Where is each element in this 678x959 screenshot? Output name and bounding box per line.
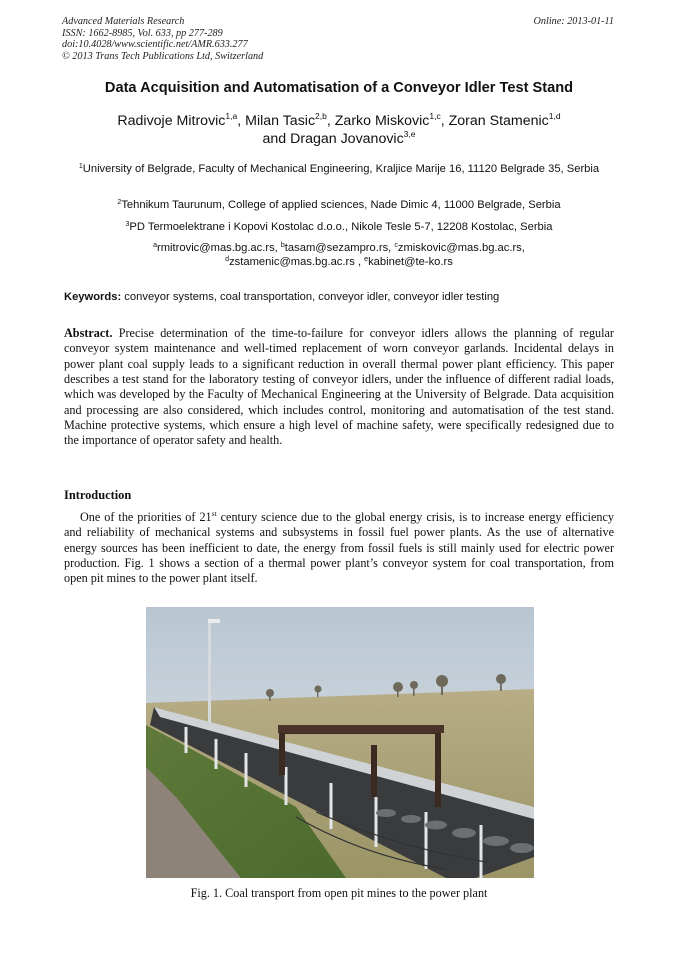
affiliation-sup: 1 — [78, 163, 83, 170]
figure-photo — [146, 607, 534, 878]
author-line-1 — [40, 112, 638, 130]
abstract — [64, 326, 614, 449]
email-d[interactable]: zstamenic@mas.bg.ac.rs — [229, 256, 355, 269]
intro-text-rest: century science due to the global energy crisis, is to increase energy efficiency and reliability of mechanical systems and subsystems in fossil fuel power plants. As the use of alternative energy sources has been inefficient to date, the energy from fossil fuels is still mainly used for electric power production. Fig. 1 shows a section of a thermal power plant’s conveyor system for coal transportation, from open pit mines to the power plant itself. — [64, 510, 615, 586]
abstract-text: Precise determination of the time-to-failure for conveyor idlers allows the planning of regular conveyor system maintenance and well-timed replacement of worn conveyor garlands. Incidental delays in power plant coal supply leads to a significant reduction in overall thermal power plant efficiency. This paper describes a test stand for the laboratory testing of conveyor idlers, under the influence of different radial loads, which was developed by the Faculty of Mechanical Engineering at the University of Belgrade. Data acquisition and processing are also considered, which includes control, monitoring and automatisation of the test stand. Machine protective systems, which ensure a high level of machine safety, were specifically redesigned due to the importance of operator safety and health. — [64, 326, 614, 448]
introduction-paragraph — [64, 510, 614, 587]
author-sup: 1,c — [429, 111, 441, 121]
author-sep: , — [326, 113, 335, 129]
intro-text-start: One of the priorities of 21 — [80, 510, 212, 524]
keywords — [64, 291, 618, 303]
author-sup: 2,b — [315, 111, 327, 121]
abstract-label: Abstract. — [64, 326, 113, 340]
affiliation-2 — [56, 198, 622, 212]
author-name: Milan Tasic — [245, 113, 316, 129]
journal-header — [62, 16, 263, 62]
journal-name: Advanced Materials Research — [62, 16, 185, 27]
author-sup: 1,a — [225, 111, 238, 121]
email-line-1: $^a$rmitrovic@mas.bg.ac.rs, $^b$tasam@sezampro.rs, $^c$zmiskovic@mas.bg.ac.rs, — [153, 242, 525, 254]
keywords-text: conveyor systems, coal transportation, conveyor idler, conveyor idler testing — [121, 291, 500, 303]
intro-sup: st — [211, 509, 217, 518]
affiliation-text: Tehnikum Taurunum, College of applied sciences, Nade Dimic 4, 11000 Belgrade, Serbia — [121, 199, 561, 211]
email-a[interactable]: rmitrovic@mas.bg.ac.rs — [157, 242, 275, 254]
email-list — [56, 241, 622, 270]
email-e[interactable]: kabinet@te-ko.rs — [368, 256, 453, 269]
email-b[interactable]: tasam@sezampro.rs — [284, 242, 389, 254]
keywords-label: Keywords: — [64, 291, 122, 303]
doi-line: doi:10.4028/www.scientific.net/AMR.633.277 — [62, 39, 248, 51]
affiliation-1 — [56, 162, 622, 176]
author-name: Dragan Jovanovic — [290, 131, 404, 147]
affiliation-text: PD Termoelektrane i Kopovi Kostolac d.o.o., Nikole Tesle 5-7, 12208 Kostolac, Serbia — [129, 221, 553, 233]
copyright-line: © 2013 Trans Tech Publications Ltd, Switzerland — [62, 50, 264, 62]
affiliation-sup: 2 — [117, 199, 122, 206]
author-sup: 1,d — [548, 111, 561, 121]
author-list — [40, 112, 638, 148]
author-name: Radivoje Mitrovic — [117, 113, 226, 129]
figure-caption: Fig. 1. Coal transport from open pit mines to the power plant — [190, 886, 488, 900]
paper-title: Data Acquisition and Automatisation of a Conveyor Idler Test Stand — [104, 80, 574, 96]
online-date: Online: 2013-01-11 — [533, 16, 614, 27]
email-c[interactable]: zmiskovic@mas.bg.ac.rs — [397, 242, 522, 254]
author-conjunction: and — [262, 131, 291, 147]
author-name: Zarko Miskovic — [334, 113, 430, 129]
conveyor-photo-illustration — [146, 607, 534, 878]
author-line-2 — [40, 130, 638, 148]
author-sep: , — [440, 113, 449, 129]
affiliation-sup: 3 — [125, 221, 130, 228]
author-sep: , — [237, 113, 246, 129]
author-name: Zoran Stamenic — [448, 113, 549, 129]
affiliation-3 — [56, 220, 622, 234]
email-line-2: $^d$zstamenic@mas.bg.ac.rs , $^e$kabinet@te-ko.rs — [225, 256, 453, 269]
issn-line: ISSN: 1662-8985, Vol. 633, pp 277-289 — [62, 27, 223, 39]
affiliation-text: University of Belgrade, Faculty of Mechanical Engineering, Kraljice Marije 16, 11120 Belgrade 35, Serbia — [82, 163, 600, 175]
author-sup: 3,e — [403, 129, 416, 139]
introduction-heading: Introduction — [64, 488, 132, 502]
